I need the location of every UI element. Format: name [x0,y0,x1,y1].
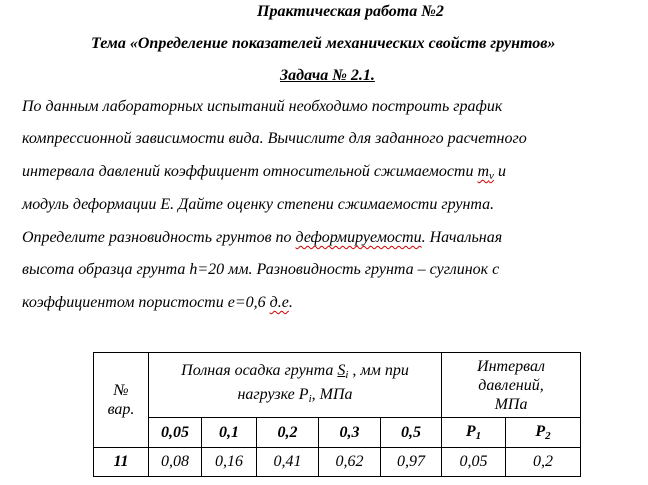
p1-cell: 0,05 [442,448,506,477]
variant-cell: 11 [94,448,149,477]
page-title: Практическая работа №2 [257,3,444,20]
paragraph-text: интервала давлений коэффициент относительной сжимаемости [22,163,478,180]
paragraph-line: высота образца грунта h=20 мм. Разновидность грунта – суглинок с [22,261,500,278]
p2-header: $P_2$ [506,418,581,448]
load-cell: 0,3 [319,418,381,448]
topic-heading: Тема «Определение показателей механических свойств грунтов» [91,35,556,52]
paragraph-line: компрессионной зависимости вида. Вычислите для заданного расчетного [22,130,527,147]
p1-header: $P_1$ [442,418,506,448]
pressure-interval-header: Интервал давлений, МПа [442,353,581,418]
table-row [94,448,581,477]
spellcheck-word: деформируемости [295,229,422,246]
settlement-header: Полная осадка грунта $S_i$ , мм при нагрузке $P_i$, МПа [149,353,442,418]
p2-cell: 0,2 [506,448,581,477]
paragraph-line [22,162,506,186]
paragraph-line: модуль деформации Е. Дайте оценку степени сжимаемости грунта. [22,196,495,213]
settlement-cell: 0,16 [202,448,257,477]
load-cell: 0,05 [149,418,202,448]
paragraph-line: коэффициентом пористости е=0,6 д.е. [22,294,293,311]
settlement-cell: 0,41 [257,448,319,477]
settlement-cell: 0,08 [149,448,202,477]
task-title: Задача № 2.1. [280,67,375,84]
variant-header: № вар. [94,353,149,448]
settlement-cell: 0,62 [319,448,381,477]
paragraph-line: По данным лабораторных испытаний необходимо построить график [22,98,503,115]
paragraph-text: и [493,163,506,180]
data-table [93,352,581,477]
load-cell: 0,2 [257,418,319,448]
table-header-row [94,353,581,418]
load-cell: 0,1 [202,418,257,448]
settlement-cell: 0,97 [381,448,442,477]
table-subheader-row [94,418,581,448]
spellcheck-word: д.е [269,294,289,311]
mv-symbol: $m_v$ [477,163,494,182]
load-cell: 0,5 [381,418,442,448]
paragraph-line: Определите разновидность грунтов по деформируемости. Начальная [22,229,503,246]
